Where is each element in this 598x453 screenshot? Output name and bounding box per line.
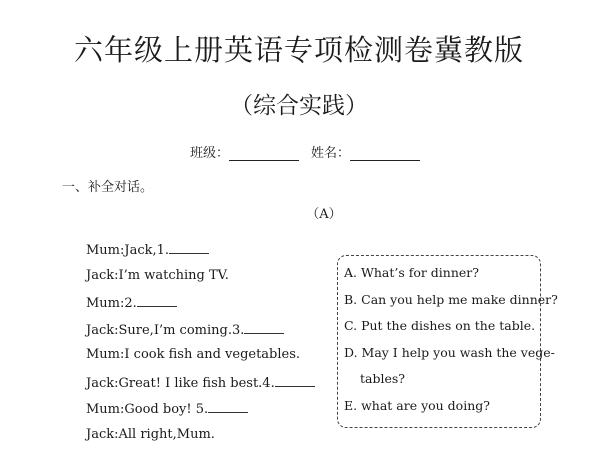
- options-box: [337, 255, 541, 428]
- answer-blank-4[interactable]: [275, 374, 315, 387]
- dialog-line: Jack:Sure,I’m coming.3.: [86, 321, 315, 348]
- option-c: C. Put the dishes on the table.: [344, 313, 540, 340]
- option-b: B. Can you help me make dinner?: [344, 287, 540, 314]
- dialog-line: Mum:Good boy! 5.: [86, 400, 315, 427]
- option-d-continued: tables?: [344, 366, 540, 393]
- dialog-line: Jack:Great! I like fish best.4.: [86, 374, 315, 401]
- answer-blank-3[interactable]: [244, 321, 284, 334]
- name-field[interactable]: [350, 146, 420, 161]
- dialog: [86, 241, 315, 453]
- option-a: A. What’s for dinner?: [344, 260, 540, 287]
- answer-blank-2[interactable]: [137, 294, 177, 307]
- name-label: 姓名：: [311, 142, 350, 161]
- answer-blank-5[interactable]: [208, 400, 248, 413]
- page-subtitle: （综合实践）: [0, 87, 598, 120]
- info-fields: [190, 142, 432, 161]
- option-e: E. what are you doing?: [344, 393, 540, 420]
- class-field[interactable]: [229, 146, 299, 161]
- dialog-line: Jack:I’m watching TV.: [86, 268, 315, 295]
- dialog-line: Mum:2.: [86, 294, 315, 321]
- page-title: 六年级上册英语专项检测卷冀教版: [0, 28, 598, 69]
- part-label: （A）: [0, 203, 598, 222]
- dialog-line: Mum:Jack,1.: [86, 241, 315, 268]
- class-label: 班级：: [190, 142, 229, 161]
- dialog-line: Mum:I cook fish and vegetables.: [86, 347, 315, 374]
- option-d: D. May I help you wash the vege-: [344, 340, 540, 367]
- dialog-line: Jack:All right,Mum.: [86, 427, 315, 453]
- answer-blank-1[interactable]: [169, 241, 209, 254]
- section-title: 一、补全对话。: [62, 176, 153, 195]
